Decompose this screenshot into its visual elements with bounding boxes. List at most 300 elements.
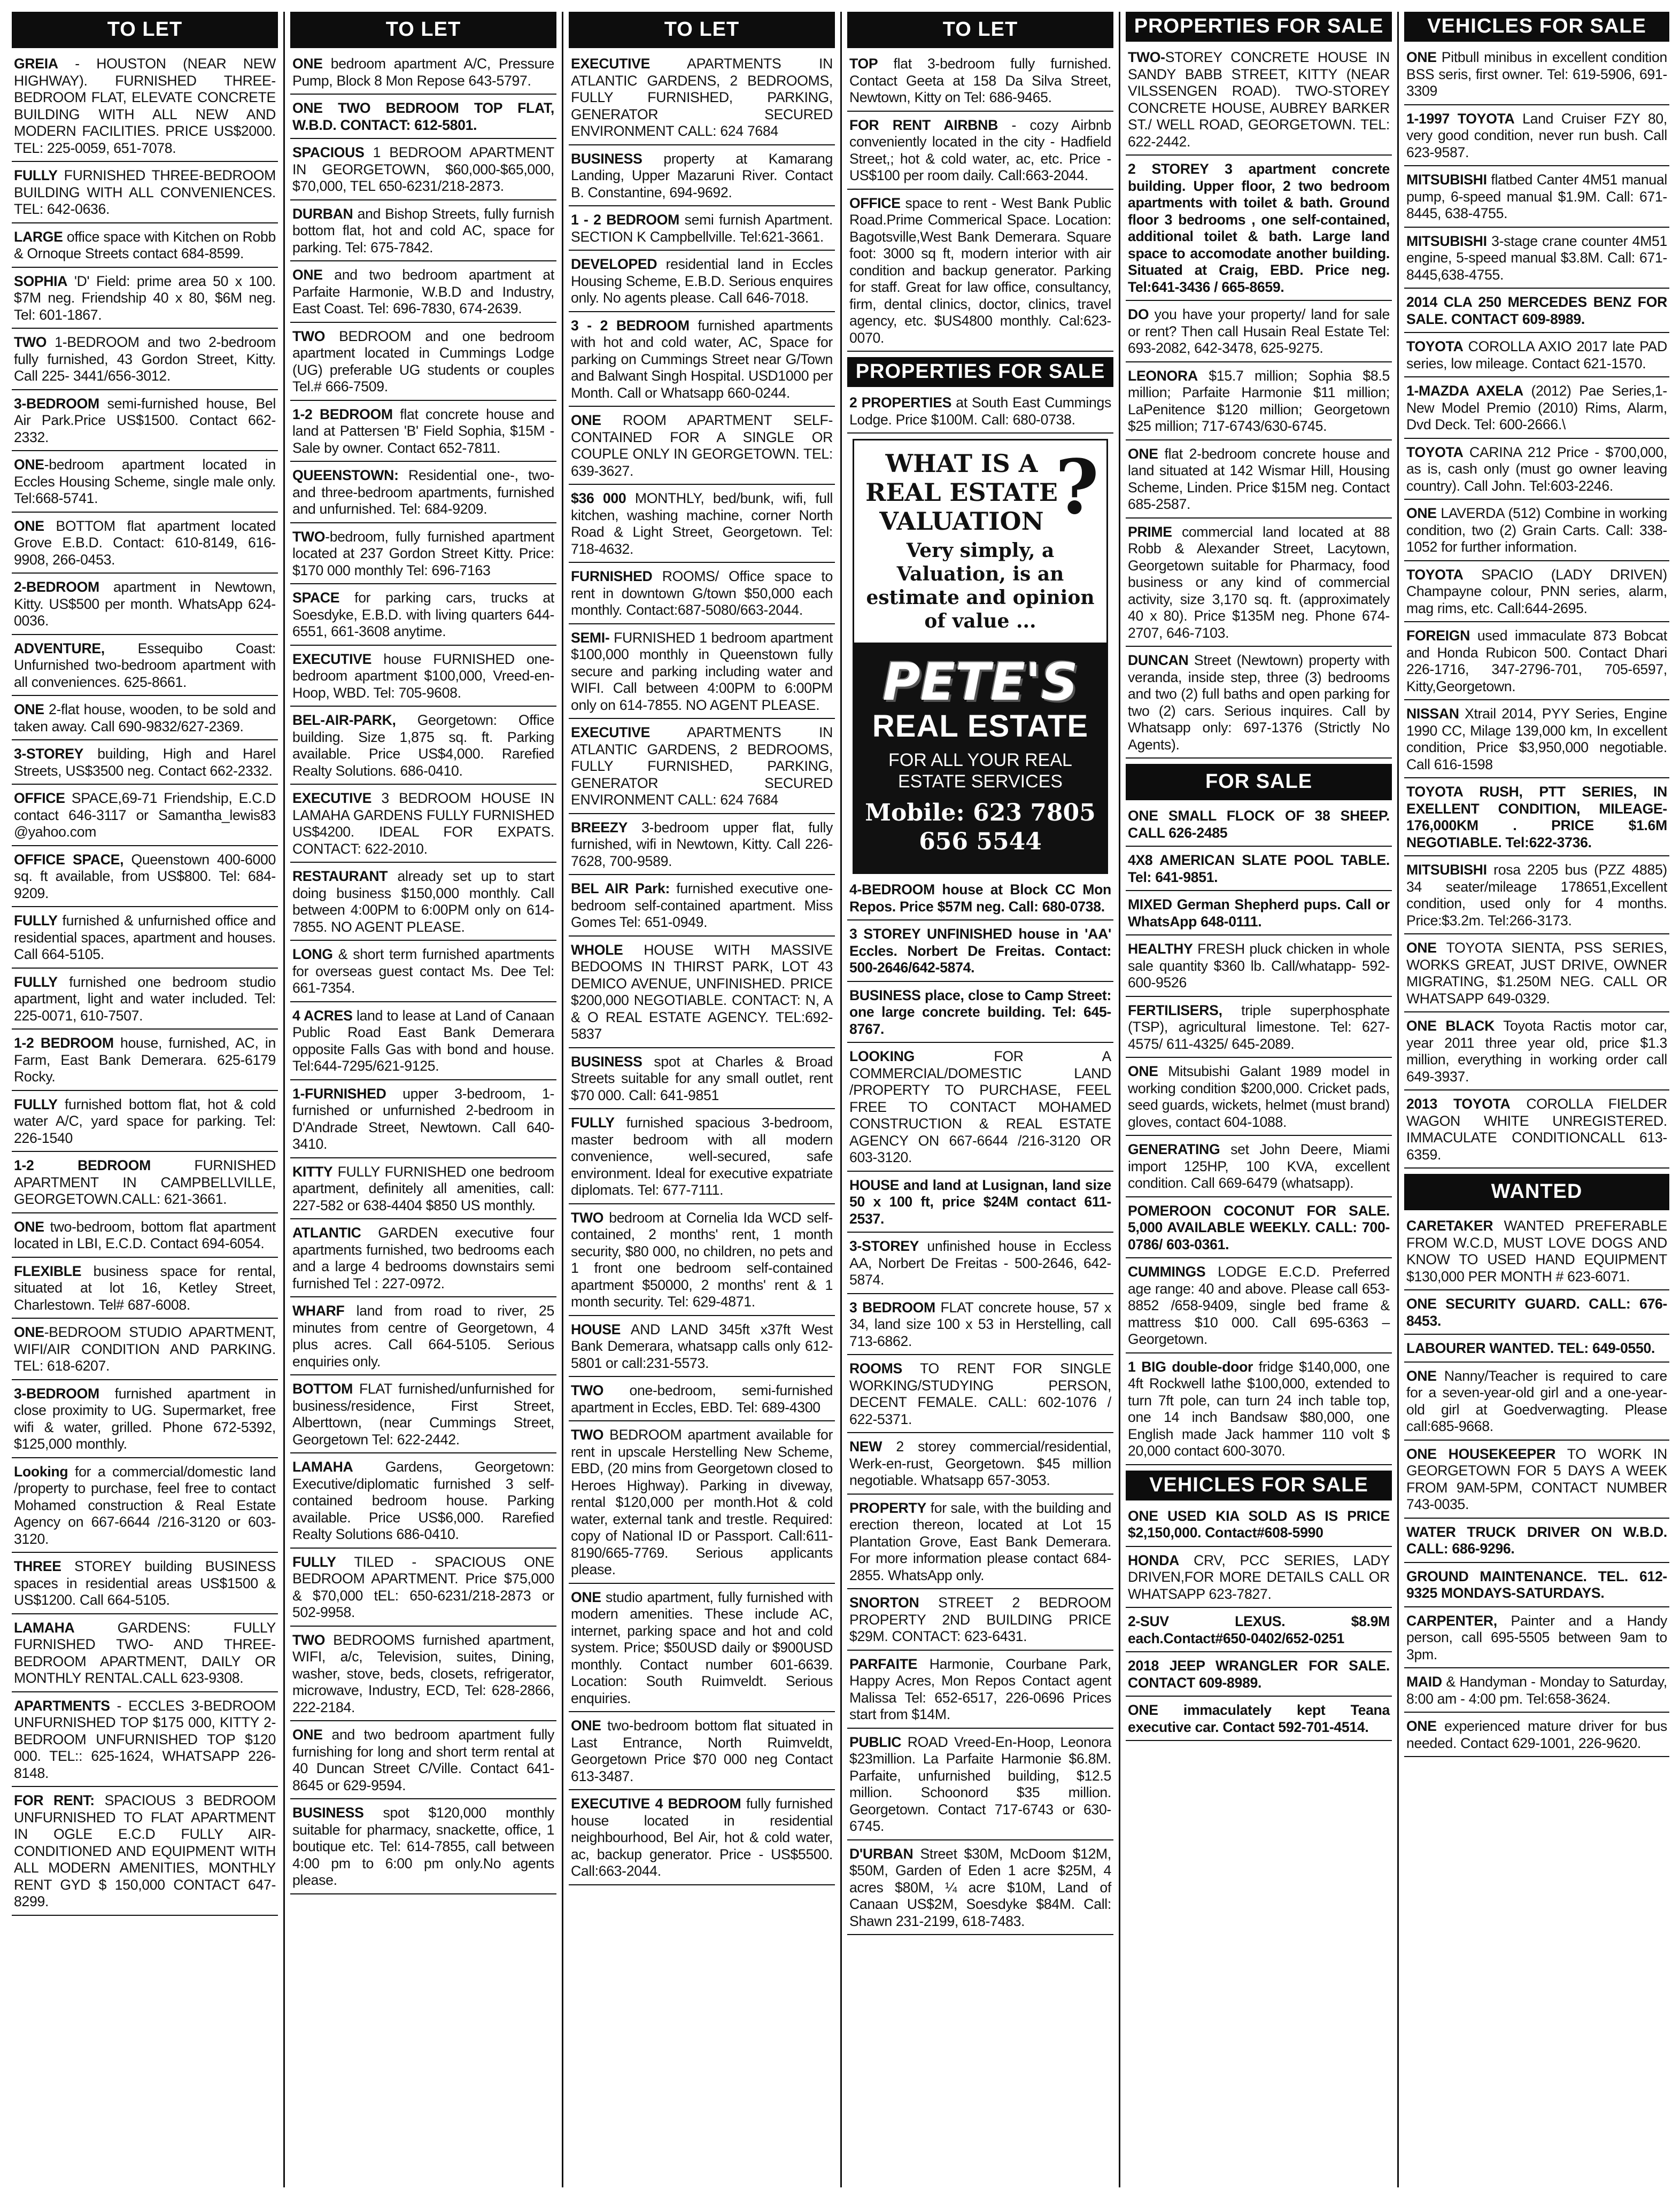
classified-ad (290, 1727, 556, 1799)
ad-keyword: FULLY (14, 912, 58, 929)
classified-ad (12, 167, 278, 223)
classified-ad (847, 1734, 1113, 1840)
classified-ad (12, 701, 278, 740)
ad-keyword: TWO (571, 1382, 604, 1398)
ad-text: CRV, PCC SERIES, LADY DRIVEN,FOR MORE DETAILS CALL OR WHATSAPP 623-7827. (1128, 1552, 1390, 1602)
classified-ad (847, 117, 1113, 190)
ad-text: Mitsubishi Galant 1989 model in working condition $200,000. Cricket pads, seed guards, wickets, helmet (must brand) gloves, contact 604-1088. (1128, 1063, 1390, 1130)
ad-text: WANTED PREFERABLE FROM W.C.D, MUST LOVE DOGS AND KNOW TO USED HAND EQUIPMENT $130,000 PER MONTH # 623-6071. (1406, 1218, 1667, 1285)
ad-text: flat concrete house and land at Pattersen 'B' Field Sophia, $15M - Sale by owner. Contact 652-7811. (292, 406, 554, 456)
ad-list (1126, 1508, 1392, 1742)
section-header-vehicles-for-sale: VEHICLES FOR SALE (1404, 12, 1669, 42)
petes-real-estate-advert (853, 439, 1108, 874)
classified-ad (847, 881, 1113, 920)
ad-text: furnished & unfurnished office and residential spaces, apartment and houses. Call 664-5105. (14, 912, 276, 962)
ad-keyword: ONE (1406, 49, 1437, 65)
ad-text: FURNISHED 1 bedroom apartment $100,000 monthly in Queenstown fully secure and parking including water and WIFI. Call between 4:00PM to 6:00PM only on 614-7855. NO AGENT PLEASE. (571, 629, 833, 713)
classified-ad (1126, 1552, 1392, 1608)
ad-list (569, 56, 835, 1885)
ad-text: Pitbull minibus in excellent condition BSS seris, first owner. Tel: 619-5906, 691-3309 (1406, 49, 1667, 99)
ad-keyword: BUSINESS (292, 1805, 364, 1821)
classified-ad (1404, 567, 1669, 623)
ad-keyword: BREEZY (571, 819, 628, 836)
ad-text: fridge $140,000, one 4ft Rockwell lathe $100,000, extended to turn 7ft pole, can turn 24 inch table top, one 14 inch Bandsaw $80,000, one English made Jack hammer 110 volt $ 20,000 contact 600-3070. (1128, 1358, 1390, 1459)
classified-ad (290, 100, 556, 139)
ad-text: bedroom apartment A/C, Pressure Pump, Block 8 Mon Repose 643-5797. (292, 56, 554, 89)
column-divider (1119, 12, 1120, 2187)
classified-ad (569, 1427, 835, 1584)
ad-list (847, 881, 1113, 1935)
ad-text: 1 BEDROOM APARTMENT IN GEORGETOWN, $60,000-$65,000, $70,000, TEL 650-6231/218-2873. (292, 144, 554, 194)
ad-keyword: NEW (849, 1438, 882, 1455)
ad-list (847, 56, 1113, 352)
ad-keyword: ONE USED KIA SOLD AS IS PRICE $2,150,000. Contact#608-5990 (1128, 1507, 1390, 1541)
ad-keyword: TWO- (1128, 49, 1165, 65)
ad-keyword: HEALTHY (1128, 941, 1193, 957)
ad-keyword: ONE (571, 1718, 601, 1734)
promo-mobile: Mobile: 623 7805 656 5544 (865, 799, 1096, 855)
ad-text: 2 storey commercial/residential, Werk-en-rust, Georgetown. $45 million negotiable. Whatsapp 657-3053. (849, 1438, 1111, 1488)
classified-ad (1404, 444, 1669, 500)
classified-ad (290, 946, 556, 1002)
ad-text: STREET 2 BEDROOM PROPERTY 2ND BUILDING PRICE $29M. CONTACT: 623-6431. (849, 1595, 1111, 1644)
classified-ad (1404, 172, 1669, 228)
question-mark-icon: ? (1055, 444, 1099, 531)
ad-keyword: FERTILISERS, (1128, 1002, 1222, 1018)
column-divider (1397, 12, 1399, 2187)
ad-text: 3 BEDROOM HOUSE IN LAMAHA GARDENS FULLY FURNISHED US$4200. IDEAL FOR EXPATS. CONTACT: 622-2010. (292, 790, 554, 857)
classified-ad (1126, 1613, 1392, 1652)
classified-ad (569, 724, 835, 814)
ad-text: spot at Charles & Broad Streets suitable for any small outlet, rent $70 000. Call: 641-9851 (571, 1053, 833, 1103)
ad-text: used immaculate 873 Bobcat and Honda Rubicon 500. Contact Dhari 226-1716, 347-2796-701, 705-6597, Kitty,Georgetown. (1406, 628, 1667, 694)
classified-ad (569, 1321, 835, 1378)
classified-ad (1404, 784, 1669, 856)
ad-keyword: ONE BLACK (1406, 1018, 1495, 1034)
classified-ad (1404, 1568, 1669, 1607)
column-5 (1126, 12, 1392, 2187)
ad-keyword: BOTTOM (292, 1381, 353, 1397)
section-header-properties-for-sale: PROPERTIES FOR SALE (1126, 12, 1392, 42)
classified-ad (569, 880, 835, 937)
ad-text: rosa 2205 bus (PZZ 4885) 34 seater/mileage 178651,Excellent condition, used only for 4 months. Price:$3.2m. Tel:266-3173. (1406, 862, 1667, 929)
classified-ad (847, 195, 1113, 352)
classified-ad (1404, 1296, 1669, 1335)
ad-text: for parking cars, trucks at Soesdyke, E.B.D. with living quarters 644-6551, 661-3608 anytime. (292, 590, 554, 639)
ad-text: and Bishop Streets, fully furnish bottom flat, hot and cold AC, space for parking. Tel: 675-7842. (292, 205, 554, 256)
classified-ad (1126, 1002, 1392, 1058)
ad-text: APARTMENTS IN ATLANTIC GARDENS, 2 BEDROOMS, FULLY FURNISHED, PARKING, GENERATOR SECURED ENVIRONMENT CALL: 624 7684 (571, 56, 833, 139)
ad-keyword: 3-BEDROOM (14, 395, 99, 412)
classified-ad (12, 1219, 278, 1258)
classified-ad (569, 212, 835, 251)
ad-list (1404, 1218, 1669, 1757)
section-header-to-let: TO LET (12, 12, 278, 48)
classified-ad (847, 1238, 1113, 1294)
ad-text: FRESH pluck chicken in whole sale quantity $360 lb. Call/whatapp- 592-600-9526 (1128, 941, 1390, 991)
classified-ad (847, 1595, 1113, 1651)
classified-ad (847, 926, 1113, 982)
ad-keyword: ONE (1406, 1367, 1437, 1384)
ad-text: FURNISHED APARTMENT IN CAMPBELLVILLE, GEORGETOWN.CALL: 621-3661. (14, 1157, 276, 1207)
classified-ad (12, 1157, 278, 1213)
classified-ad (1126, 49, 1392, 156)
ad-text: -bedroom apartment located in Eccles Housing Scheme, single male only. Tel:668-5741. (14, 457, 276, 506)
ad-text: residential land in Eccles Housing Scheme, E.B.D. Serious enquires only. No agents please. Call 646-7018. (571, 256, 833, 306)
classified-ad (12, 579, 278, 635)
ad-text: COROLLA FIELDER WAGON WHITE UNREGISTERED. IMMACULATE CONDITIONCALL 613-6359. (1406, 1096, 1667, 1163)
classified-ad (569, 412, 835, 485)
ad-keyword: 1-2 BEDROOM (292, 406, 393, 422)
classified-ad (1126, 808, 1392, 847)
classified-ad (1126, 1264, 1392, 1353)
classified-ad (290, 1381, 556, 1453)
classified-ad (12, 790, 278, 846)
classified-ad (847, 1438, 1113, 1495)
promo-brand: REAL ESTATE (872, 709, 1089, 744)
ad-keyword: 1-MAZDA AXELA (1406, 383, 1523, 399)
ad-text: MONTHLY, bed/bunk, wifi, full kitchen, washing machine, corner North Road & Light Street, Georgetown. Tel: 718-4632. (571, 490, 833, 557)
ad-keyword: MAID (1406, 1674, 1442, 1690)
classified-ad (290, 1164, 556, 1220)
classified-ad (1126, 1359, 1392, 1465)
ad-text: Toyota Ractis motor car, year 2011 three year old, price $1.3 million, everything in working order call 649-3937. (1406, 1018, 1668, 1085)
ad-text: BEDROOM apartment available for rent in upscale Herstelling New Scheme, EBD, (20 mins from Georgetown closed to Heroes Highway). Parking in diveway, rental $120,000 per month.Hot & cold water, external tank and trestle. Required: copy of National ID or Passport. Call:611-8190/665-7769. Serious applicants please. (571, 1427, 833, 1577)
ad-text: house, furnished, AC, in Farm, East Bank Demerara. 625-6179 Rocky. (14, 1035, 276, 1085)
classified-ad (12, 746, 278, 785)
ad-text: and two bedroom apartment at Parfaite Harmonie, W.B.D and Industry, East Coast. Tel: 696-7830, 674-2639. (292, 267, 554, 316)
section-header-to-let: TO LET (569, 12, 835, 48)
ad-keyword: EXECUTIVE (292, 651, 372, 667)
classified-ad (12, 1464, 278, 1553)
ad-text: commercial land located at 88 Robb & Alexander Street, Lacytown, Georgetown suitable for Pharmacy, food business or any kind of commercial activity, size 3,170 sq. ft. (approximately 40 x 80). Price $135M neg. Phone 674-2707, 646-7103. (1128, 523, 1390, 641)
ad-text: HOUSE WITH MASSIVE BEDOOMS IN THIRST PARK, LOT 43 DEMICO AVENUE, UNFINISHED. PRICE $200,000 NEGOTIABLE. CONTACT: N, A & O REAL ESTATE AGENCY. TEL:692-5837 (571, 941, 833, 1042)
classified-ad (1404, 1340, 1669, 1363)
classified-ad (1404, 338, 1669, 377)
classified-ad (12, 1096, 278, 1152)
ad-keyword: TWO (292, 328, 326, 344)
ad-keyword: EXECUTIVE (571, 724, 651, 740)
classified-ad (12, 974, 278, 1030)
ad-text: Street $30M, McDoom $12M, $50M, Garden of Eden 1 acre $25M, 4 acres $80M, ¼ acre $10M, Land of Canaan US$2M, Soesdyke $84M. Call: Shawn 231-2199, 618-7483. (849, 1845, 1111, 1929)
classified-ad (1404, 294, 1669, 333)
ad-keyword: ONE (14, 517, 44, 534)
section-header-to-let: TO LET (847, 12, 1113, 48)
ad-keyword: D'URBAN (849, 1845, 913, 1862)
classified-ad (1404, 505, 1669, 561)
ad-text: BOTTOM flat apartment located Grove E.B.D. Contact: 610-8149, 616-9908, 266-0453. (14, 517, 276, 568)
classified-ad (569, 151, 835, 207)
ad-text: Georgetown: Office building. Size 1,875 sq. ft. Parking available. Price US$4,000. Rarefied Realty Solutions. 686-0410. (292, 712, 554, 779)
classified-ad (1404, 862, 1669, 934)
classified-ad (1404, 1368, 1669, 1441)
ad-keyword: FULLY (292, 1553, 336, 1570)
column-2 (290, 12, 556, 2187)
ad-text: Harmonie, Courbane Park, Happy Acres, Mon Repos Contact agent Malissa Tel: 652-6517, 226-0696 Prices start from $14M. (849, 1656, 1111, 1722)
classified-ad (12, 1263, 278, 1319)
classified-ad (847, 1656, 1113, 1729)
classified-ad (1126, 1063, 1392, 1136)
classified-ad (569, 1796, 835, 1885)
ad-keyword: ONE (1406, 1718, 1437, 1734)
ad-text: Queenstown 400-6000 sq. ft available, from US$800. Tel: 684-9209. (14, 851, 276, 901)
ad-text: - HOUSTON (NEAR NEW HIGHWAY). FURNISHED THREE-BEDROOM FLAT, ELEVATE CONCRETE BUILDING WITH ALL NEW AND MODERN FACILITIES. PRICE US$2000. TEL: 225-0059, 651-7078. (14, 56, 276, 156)
ad-list (1126, 49, 1392, 759)
ad-keyword: WHOLE (571, 941, 623, 958)
ad-keyword: ONE (292, 56, 323, 72)
promo-tagline: FOR ALL YOUR REAL ESTATE SERVICES (888, 750, 1072, 792)
ad-text: AND LAND 345ft x37ft West Bank Demerara, whatsapp calls only 612-5801 or call:231-5573. (571, 1321, 833, 1371)
ad-keyword: DO (1128, 306, 1149, 322)
ad-text: LAVERDA (512) Combine in working condition, two (2) Grain Carts. Call: 338-1052 for further information. (1406, 505, 1667, 555)
ad-text: TILED - SPACIOUS ONE BEDROOM APARTMENT. Price $75,000 & $70,000 tEL: 650-6231/218-2873 or 502-9958. (292, 1553, 554, 1620)
classified-ad (1404, 706, 1669, 778)
ad-text: semi furnish Apartment. SECTION K Campbellville. Tel:621-3661. (571, 212, 833, 245)
ad-keyword: ONE (14, 1218, 44, 1235)
classified-ad (569, 56, 835, 145)
ad-keyword: MIXED German Shepherd pups. Call or WhatsApp 648-0111. (1128, 896, 1390, 930)
ad-text: at South East Cummings Lodge. Price $100M. Call: 680-0738. (849, 394, 1111, 428)
ad-keyword: FULLY (14, 167, 58, 183)
ad-text: furnished executive one-bedroom self-contained apartment. Miss Gomes Tel: 651-0949. (571, 880, 833, 930)
classified-ad (847, 1360, 1113, 1433)
classified-ad (12, 1386, 278, 1458)
classified-ad (12, 1558, 278, 1614)
column-1 (12, 12, 278, 2187)
ad-keyword: NISSAN (1406, 706, 1459, 722)
ad-keyword: HOUSE and land at Lusignan, land size 50 x 100 ft, price $24M contact 611-2537. (849, 1177, 1111, 1227)
ad-text: set John Deere, Miami import 125HP, 100 KVA, excellent condition. Call 669-6479 (whatsapp). (1128, 1141, 1390, 1191)
ad-text: two-bedroom bottom flat situated in Last Entrance, North Ruimveldt, Georgetown Price $70 000 neg Contact 613-3487. (571, 1718, 833, 1784)
promo-subtext: Very simply, a Valuation, is an estimate and opinion of value ... (866, 539, 1095, 632)
classified-ad (12, 56, 278, 162)
ad-keyword: LABOURER WANTED. TEL: 649-0550. (1406, 1340, 1655, 1356)
ad-keyword: TWO (292, 1631, 326, 1648)
ad-text: furnished one bedroom studio apartment, light and water included. Tel: 225-0071, 610-7507. (14, 973, 276, 1024)
ad-keyword: EXECUTIVE (292, 790, 372, 806)
classified-ad (569, 1210, 835, 1316)
ad-keyword: FLEXIBLE (14, 1263, 82, 1279)
ad-keyword: ONE (1406, 940, 1437, 956)
classified-ad (1404, 383, 1669, 439)
classified-ad (290, 1554, 556, 1627)
classified-ad (1126, 306, 1392, 362)
ad-keyword: ONE (292, 267, 323, 283)
classified-ad (1126, 1141, 1392, 1197)
classified-ad (12, 1035, 278, 1091)
ad-text: ROOMS/ Office space to rent in downtown G/town $50,000 each monthly. Contact:687-5080/663-2044. (571, 568, 833, 618)
ad-keyword: 3-STOREY (849, 1238, 919, 1254)
ad-keyword: CARETAKER (1406, 1218, 1493, 1234)
ad-keyword: ONE (1406, 505, 1437, 521)
classified-ad (1126, 524, 1392, 647)
ad-keyword: PARFAITE (849, 1656, 918, 1672)
ad-text: bedroom at Cornelia Ida WCD self-contained, 2 months' rent, 1 month security, $80 000, no children, no pets and 1 front one bedroom self-contained apartment $50000, 2 months' rent & 1 month security. Tel: 629-4871. (571, 1209, 833, 1310)
ad-keyword: ONE (1128, 1063, 1158, 1079)
ad-keyword: 1 BIG double-door (1128, 1358, 1253, 1375)
ad-text: flatbed Canter 4M51 manual pump, 6-speed manual $1.9M. Call: 671-8445, 638-4755. (1406, 172, 1667, 221)
classified-ad (12, 229, 278, 268)
ad-keyword: FULLY (571, 1115, 615, 1131)
classified-ad (847, 394, 1113, 434)
ad-keyword: ATLANTIC (292, 1225, 361, 1241)
ad-keyword: ONE (14, 701, 44, 717)
ad-text: & Handyman - Monday to Saturday, 8:00 am - 4:00 pm. Tel:658-3624. (1406, 1674, 1667, 1707)
ad-text: one-bedroom, semi-furnished apartment in Eccles, EBD. Tel: 689-4300 (571, 1382, 833, 1415)
ad-keyword: ONE (292, 1727, 323, 1743)
column-divider (562, 12, 563, 2187)
ad-keyword: 1 - 2 BEDROOM (571, 212, 680, 228)
classified-ad (1404, 940, 1669, 1012)
ad-text: two-bedroom, bottom flat apartment located in LBI, E.C.D. Contact 694-6054. (14, 1218, 276, 1251)
ad-keyword: SPACE (292, 590, 340, 606)
ad-text: furnished spacious 3-bedroom, master bedroom with all modern convenience, well-secured, safe environment. Ideal for executive expatriate diplomats. Tel: 677-7111. (571, 1115, 833, 1198)
ad-text: FURNISHED THREE-BEDROOM BUILDING WITH ALL CONVENIENCES. TEL: 642-0636. (14, 167, 276, 217)
ad-keyword: THREE (14, 1558, 61, 1574)
ad-text: SPACIOUS 3 BEDROOM UNFURNISHED TO FLAT APARTMENT IN OGLE E.C.D FULLY AIR-CONDITIONED AND EQUIPMENT WITH ALL MODERN AMENITIES, MONTHLY RENT GYD $ 150,000 CONTACT 647-8299. (14, 1792, 276, 1909)
ad-keyword: FULLY (14, 1096, 58, 1112)
classified-ad (847, 1299, 1113, 1356)
section-header-to-let: TO LET (290, 12, 556, 48)
section-header-properties-for-sale: PROPERTIES FOR SALE (847, 357, 1113, 387)
ad-text: -BEDROOM STUDIO APARTMENT, WIFI/AIR CONDITION AND PARKING. TEL: 618-6207. (14, 1324, 276, 1374)
classified-ad (569, 318, 835, 407)
ad-keyword: CUMMINGS (1128, 1264, 1206, 1280)
ad-keyword: TOYOTA (1406, 566, 1464, 583)
classified-ad (12, 852, 278, 908)
ad-keyword: 3 BEDROOM (849, 1299, 935, 1316)
ad-text: CARINA 212 Price - $700,000, as is, cash only (must go owner leaving country). Call John. Tel:603-2246. (1406, 444, 1667, 494)
ad-keyword: 4X8 AMERICAN SLATE POOL TABLE. Tel: 641-9851. (1128, 852, 1390, 885)
classified-ad (847, 987, 1113, 1043)
ad-text: SPACIO (LADY DRIVEN) Champayne colour, PNN series, alarm, mag rims, etc. Call:644-2695. (1406, 566, 1667, 616)
ad-text: and two bedroom apartment fully furnishing for long and short term rental at 40 Duncan Street C/Ville. Contact 641-8645 or 629-9594. (292, 1727, 554, 1793)
ad-text: building, High and Harel Streets, US$3500 neg. Contact 662-2332. (14, 746, 276, 779)
ad-keyword: ONE SECURITY GUARD. CALL: 676-8453. (1406, 1296, 1667, 1329)
ad-text: Residential one-, two- and three-bedroom apartments, furnished and unfurnished. Tel: 684-9209. (292, 467, 554, 517)
ad-list (290, 56, 556, 1894)
ad-text: BEDROOM and one bedroom apartment located in Cummings Lodge (UG) preferable UG students or couples Tel.# 666-7509. (292, 328, 554, 394)
classified-ad (847, 56, 1113, 112)
classified-ad (1404, 1718, 1669, 1757)
ad-text: Street (Newtown) property with veranda, inside step, three (3) bedrooms and two (2) full baths and open parking for two (2) cars. Serious inquires. Call by Whatsapp only: 697-1376 (Strictly No Agents). (1128, 652, 1390, 753)
ad-keyword: ONE immaculately kept Teana executive car. Contact 592-701-4514. (1128, 1702, 1390, 1735)
ad-keyword: Looking (14, 1463, 68, 1480)
ad-keyword: PRIME (1128, 523, 1172, 540)
ad-keyword: SNORTON (849, 1595, 919, 1611)
ad-text: Essequibo Coast: Unfurnished two-bedroom apartment with all conveniences. 625-8661. (14, 640, 276, 690)
ad-keyword: DEVELOPED (571, 256, 657, 272)
ad-keyword: ADVENTURE, (14, 640, 105, 656)
ad-text: triple superphosphate (TSP), agricultural limestone. Tel: 627-4575/ 611-4325/ 645-2089. (1128, 1002, 1390, 1052)
ad-keyword: OFFICE (849, 195, 901, 211)
ad-text: fully furnished house located in residential neighbourhood, Bel Air, hot & cold water, ac, backup generator. Price - US$5500. Call:663-2044. (571, 1796, 833, 1879)
classified-ad (290, 1303, 556, 1375)
ad-keyword: BUSINESS (571, 150, 642, 167)
ad-keyword: SEMI- (571, 629, 610, 646)
ad-text: office space with Kitchen on Robb & Ornoque Streets contact 684-8599. (14, 228, 276, 261)
classified-ad (290, 529, 556, 585)
ad-keyword: RESTAURANT (292, 868, 388, 884)
ad-keyword: HOUSE (571, 1321, 621, 1337)
ad-keyword: ONE SMALL FLOCK OF 38 SHEEP. CALL 626-2485 (1128, 808, 1390, 841)
ad-keyword: 2-BEDROOM (14, 579, 99, 595)
ad-keyword: SPACIOUS (292, 144, 365, 160)
ad-keyword: TWO (571, 1209, 604, 1226)
ad-keyword: ONE (571, 412, 601, 428)
classified-ad (1404, 1446, 1669, 1519)
ad-keyword: FOR RENT: (14, 1792, 95, 1808)
ad-text: already set up to start doing business $150,000 monthly. Call between 4:00PM to 6:00PM only on 614-7855. NO AGENT PLEASE. (292, 868, 554, 935)
classified-ad (12, 912, 278, 969)
classified-ad (847, 1048, 1113, 1172)
ad-keyword: TOYOTA RUSH, PTT SERIES, IN EXELLENT CONDITION, MILEAGE-176,000KM . PRICE $1.6M NEGOTIABLE. (1406, 784, 1667, 850)
ad-keyword: ONE HOUSEKEEPER (1406, 1445, 1556, 1462)
classified-ad (1404, 49, 1669, 105)
column-4 (847, 12, 1113, 2187)
ad-text: Tel:622-3736. (1501, 834, 1592, 850)
ad-keyword: GENERATING (1128, 1141, 1220, 1157)
ad-text: for sale, with the building and erection thereon, located at Lot 15 Plantation Grove, East Bank Demerara. For more information please contact 684-2855. WhatsApp only. (849, 1499, 1111, 1583)
ad-keyword: 3-STOREY (14, 746, 84, 762)
classified-ad (569, 1589, 835, 1713)
ad-text: house FURNISHED one-bedroom apartment $100,000, Vreed-en-Hoop, WBD. Tel: 705-9608. (292, 651, 554, 701)
ad-text: ROAD Vreed-En-Hoop, Leonora $23million. La Parfaite Harmonie $6.8M. Parfaite, unfurnished building, $12.5 million. Schoonord $35 million. Georgetown. Contact 717-6743 or 630-6745. (849, 1734, 1111, 1834)
classified-ad (1126, 161, 1392, 301)
ad-keyword: HONDA (1128, 1552, 1180, 1568)
classified-ad (290, 868, 556, 941)
classified-ad (290, 1008, 556, 1080)
classified-ad (1126, 446, 1392, 519)
ad-keyword: DUNCAN (1128, 652, 1189, 668)
ad-text: Nanny/Teacher is required to care for a seven-year-old girl and a one-year-old girl at Goedverwagting. Please call:685-9668. (1406, 1367, 1667, 1434)
ad-keyword: MITSUBISHI (1406, 862, 1487, 878)
ad-text: - ECCLES 3-BEDROOM UNFURNISHED TOP $175 000, KITTY 2-BEDROOM UNFURNISHED TOP $120 000. TEL:: 625-1624, WHATSAPP 226-8148. (14, 1697, 276, 1781)
ad-keyword: 2 STOREY 3 apartment concrete building. Upper floor, 2 two bedroom apartments with toilet & bath. Ground floor 3 bedrooms , one self-contained, additional toilet & bath. Large land space to accomodate another building. Situated at Craig, EBD. Price neg. Tel:641-3436 / 665-8659. (1128, 161, 1390, 295)
ad-text: unfinished house in Eccless AA, Norbert De Freitas - 500-2646, 642-5874. (849, 1238, 1111, 1288)
ad-text: experienced mature driver for bus needed. Contact 629-1001, 226-9620. (1406, 1718, 1667, 1751)
ad-keyword: BUSINESS (571, 1053, 642, 1070)
classified-ad (569, 819, 835, 876)
ad-keyword: 4 ACRES (292, 1007, 353, 1024)
classified-ad (290, 1805, 556, 1894)
classified-ad (1404, 1524, 1669, 1563)
ad-keyword: FOREIGN (1406, 628, 1470, 644)
classified-ad (1404, 111, 1669, 167)
ad-keyword: LAMAHA (292, 1459, 353, 1475)
classified-ad (569, 630, 835, 720)
classified-ad (1404, 1674, 1669, 1713)
ad-text: APARTMENTS IN ATLANTIC GARDENS, 2 BEDROOMS, FULLY FURNISHED, PARKING, GENERATOR SECURED ENVIRONMENT CALL: 624 7684 (571, 724, 833, 808)
classified-ad (12, 518, 278, 574)
classified-ad (290, 712, 556, 785)
ad-list (12, 56, 278, 1916)
ad-text: SPACE,69-71 Friendship, E.C.D contact 646-3117 or Samantha_lewis83 @yahoo.com (14, 790, 276, 840)
ad-text: spot $120,000 monthly suitable for pharmacy, snackette, office, 1 boutique etc. Tel: 614-7855, call between 4:00 pm to 6:00 pm only.No agents please. (292, 1805, 554, 1888)
ad-keyword: BEL-AIR-PARK, (292, 712, 396, 728)
classified-ad (1404, 1096, 1669, 1169)
ad-keyword: WATER TRUCK DRIVER ON W.B.D. CALL: 686-9296. (1406, 1523, 1667, 1557)
ad-text: FLAT furnished/unfurnished for business/residence, First Street, Alberttown, (near Cummings Street, Georgetown Tel: 622-2442. (292, 1381, 554, 1448)
ad-keyword: 2018 JEEP WRANGLER FOR SALE. CONTACT 609-8989. (1128, 1658, 1390, 1691)
classified-ad (847, 1846, 1113, 1936)
ad-text: FOR A COMMERCIAL/DOMESTIC LAND /PROPERTY TO PURCHASE, FEEL FREE TO CONTACT MOHAMED CONSTRUCTION & REAL ESTATE AGENCY ON 667-6644 /216-3120 OR 603-3120. (849, 1048, 1111, 1165)
ad-keyword: 2 PROPERTIES (849, 394, 952, 411)
ad-text: STOREY building BUSINESS spaces in residential areas US$1500 & US$1200. Call 664-5105. (14, 1558, 276, 1608)
ad-text: COROLLA AXIO 2017 late PAD series, low mileage. Contact 621-1570. (1406, 338, 1667, 372)
ad-keyword: 1-1997 TOYOTA (1406, 110, 1515, 127)
classified-ad (569, 490, 835, 563)
